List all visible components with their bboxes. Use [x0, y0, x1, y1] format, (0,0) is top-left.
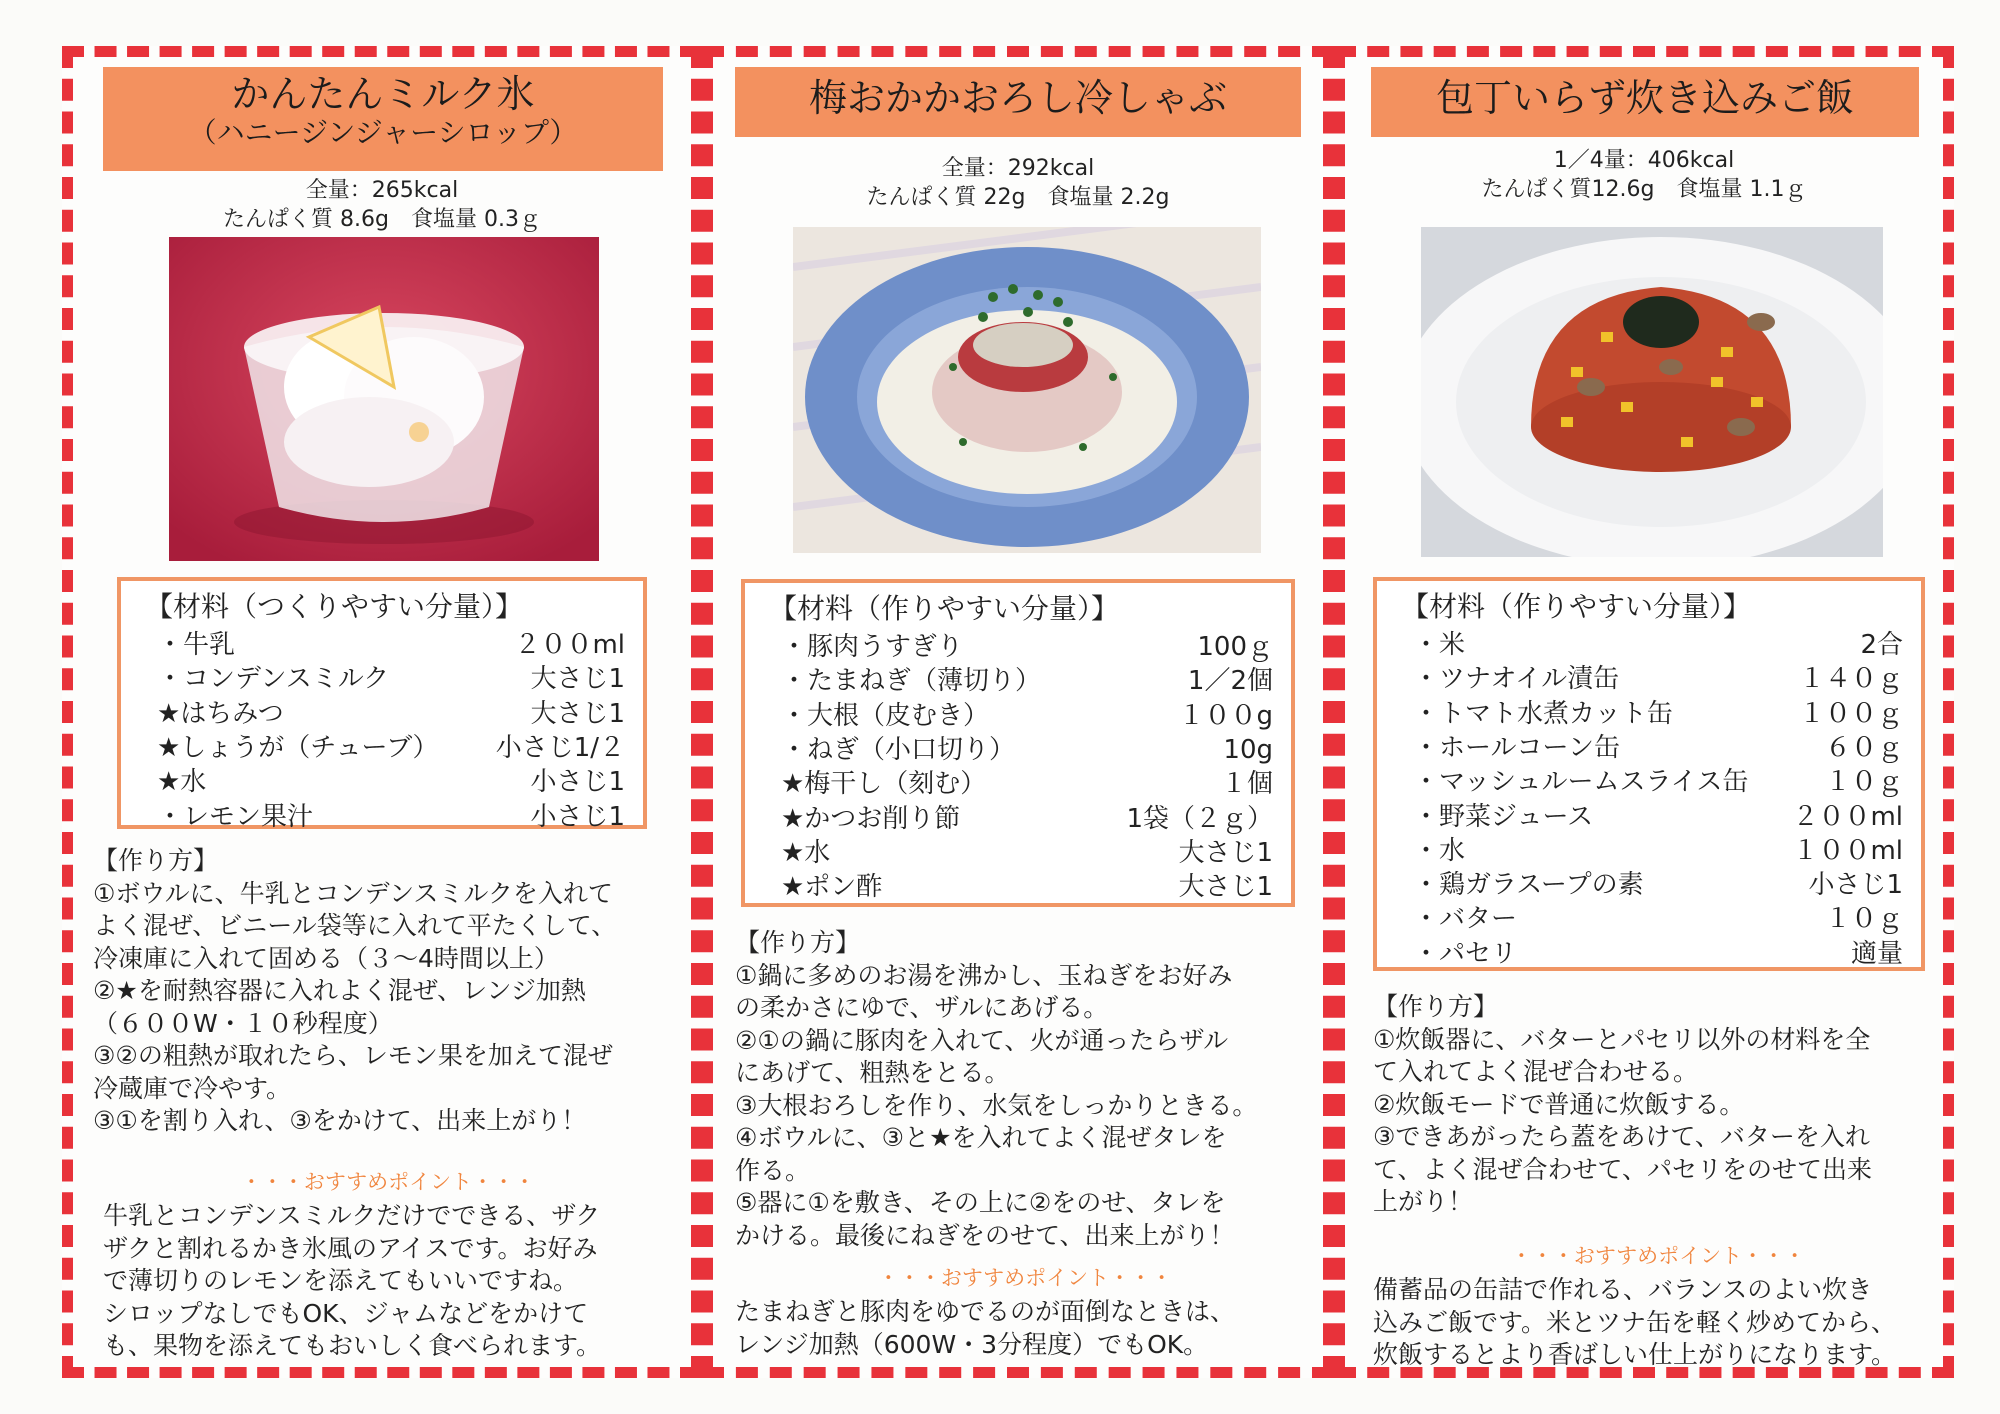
- ingredients-box: [741, 579, 1295, 907]
- ingredient-name: ・レモン果汁: [157, 801, 314, 832]
- ingredient-amount: 1袋（２ｇ）: [1126, 803, 1273, 834]
- point-line: で薄切りのレモンを添えてもいいですね。: [103, 1266, 579, 1296]
- ingredient-row: [145, 697, 625, 731]
- ingredient-row: [145, 765, 625, 799]
- ingredients-heading: 【材料（つくりやすい分量）】: [145, 590, 524, 623]
- point-heading: ・・・おすすめポイント・・・: [877, 1266, 1173, 1290]
- nutrition-line: 全量：265kcal: [305, 178, 459, 203]
- ingredient-name: ・バター: [1413, 904, 1518, 935]
- nutrition-info: [73, 177, 691, 234]
- nutrition-info: [1345, 147, 1943, 204]
- steps-heading: 【作り方】: [93, 846, 219, 875]
- step-line: 冷蔵庫で冷やす。: [93, 1073, 292, 1103]
- instructions: [1373, 991, 1943, 1219]
- recipe-title: [1371, 67, 1919, 137]
- step-line: ②①の鍋に豚肉を入れて、火が通ったらザル: [735, 1025, 1229, 1055]
- recipe-card-milk-ice: [62, 46, 702, 1378]
- ingredient-row: [145, 800, 625, 834]
- ingredient-row: [1401, 765, 1903, 799]
- ingredient-row: [145, 628, 625, 662]
- recipe-card-pork-shabu: [702, 46, 1334, 1378]
- ingredient-name: ・豚肉うすぎり: [781, 631, 964, 662]
- recipe-title-text: かんたんミルク氷: [231, 72, 535, 116]
- ingredient-amount: ２００ml: [1792, 801, 1903, 832]
- step-line: て、よく混ぜ合わせて、パセリをのせて出来: [1373, 1154, 1873, 1184]
- ingredient-row: [769, 733, 1273, 767]
- ingredient-row: [769, 836, 1273, 870]
- ingredient-name: ・たまねぎ（薄切り）: [781, 666, 1042, 697]
- steps-list: [735, 960, 1325, 1253]
- ingredient-row: [1401, 662, 1903, 696]
- ingredient-name: ★ポン酢: [781, 872, 883, 903]
- ingredient-name: ・トマト水煮カット缶: [1413, 698, 1673, 729]
- step-line: よく混ぜ、ビニール袋等に入れて平たくして、: [93, 911, 617, 940]
- food-photo: [1421, 227, 1883, 557]
- ingredient-name: ・コンデンスミルク: [157, 664, 390, 695]
- point-heading: ・・・おすすめポイント・・・: [240, 1170, 536, 1194]
- ingredient-row: [1401, 902, 1903, 936]
- step-line: ③②の粗熱が取れたら、レモン果を加えて混ぜ: [93, 1041, 613, 1070]
- ingredient-amount: 大さじ1: [1178, 872, 1273, 903]
- step-line: にあげて、粗熱をとる。: [735, 1058, 1010, 1087]
- ingredient-amount: １００g: [1178, 700, 1273, 731]
- step-line: かける。最後にねぎをのせて、出来上がり！: [735, 1220, 1235, 1250]
- nutrition-line: 全量：292kcal: [941, 156, 1095, 181]
- step-line: 作る。: [735, 1155, 811, 1185]
- ingredient-amount: 適量: [1850, 938, 1903, 969]
- ingredients-list: [769, 630, 1273, 905]
- step-line: ②★を耐熱容器に入れよく混ぜ、レンジ加熱: [93, 976, 586, 1005]
- instructions: [735, 927, 1325, 1252]
- ingredients-list: [1401, 628, 1903, 971]
- step-line: て入れてよく混ぜ合わせる。: [1373, 1057, 1699, 1086]
- point-heading: ・・・おすすめポイント・・・: [1510, 1244, 1806, 1268]
- ingredient-row: [769, 767, 1273, 801]
- ingredient-amount: ６０ｇ: [1824, 732, 1903, 763]
- ingredient-row: [1401, 697, 1903, 731]
- ingredients-list: [145, 628, 625, 834]
- ingredient-name: ・水: [1413, 835, 1466, 866]
- ingredient-name: ・牛乳: [157, 629, 236, 660]
- step-line: の柔かさにゆで、ザルにあげる。: [735, 993, 1109, 1022]
- step-line: ⑤器に①を敷き、その上に②をのせ、タレを: [735, 1188, 1226, 1217]
- ingredient-amount: １０ｇ: [1824, 904, 1903, 935]
- recipe-subtitle: （ハニージンジャーシロップ）: [188, 115, 578, 149]
- recipe-title-text: 包丁いらず炊き込みご飯: [1435, 76, 1854, 120]
- ingredient-name: ・大根（皮むき）: [781, 700, 990, 731]
- point-line: シロップなしでもOK、ジャムなどをかけて: [103, 1298, 589, 1328]
- ingredient-amount: 100ｇ: [1197, 631, 1273, 662]
- ingredient-amount: ２００ml: [514, 629, 625, 660]
- ingredient-name: ★はちみつ: [157, 698, 284, 729]
- ingredient-name: ・ツナオイル漬缶: [1413, 664, 1620, 695]
- step-line: 上がり！: [1373, 1187, 1474, 1216]
- ingredient-amount: 小さじ1/２: [495, 732, 625, 763]
- nutrition-line: たんぱく質 22g 食塩量 2.2g: [866, 184, 1170, 210]
- recommend-point: [735, 1265, 1315, 1361]
- steps-heading: 【作り方】: [735, 928, 861, 957]
- ingredient-row: [145, 662, 625, 696]
- ingredient-name: ★水: [781, 837, 831, 868]
- rice-photo: [1421, 227, 1883, 557]
- ingredient-name: ★水: [157, 767, 207, 798]
- instructions: [93, 845, 683, 1138]
- step-line: ①ボウルに、牛乳とコンデンスミルクを入れて: [93, 878, 613, 908]
- ingredient-name: ・米: [1413, 629, 1466, 660]
- step-line: ②炊飯モードで普通に炊飯する。: [1373, 1089, 1745, 1119]
- ingredient-name: ・マッシュルームスライス缶: [1413, 767, 1749, 798]
- ingredient-amount: 10g: [1223, 734, 1273, 765]
- ingredient-amount: 小さじ1: [530, 767, 625, 798]
- nutrition-line: 1／4量：406kcal: [1553, 148, 1735, 173]
- point-line: 炊飯するとより香ばしい仕上がりになります。: [1373, 1340, 1897, 1370]
- ingredient-row: [769, 870, 1273, 904]
- milk-ice-photo: [169, 237, 599, 561]
- nutrition-info: [713, 155, 1323, 212]
- ingredient-amount: 大さじ1: [1178, 837, 1273, 868]
- recommend-point: [1373, 1243, 1943, 1372]
- ingredient-amount: 2合: [1860, 629, 1903, 660]
- ingredient-amount: 小さじ1: [530, 801, 625, 832]
- ingredient-name: ・ホールコーン缶: [1413, 732, 1620, 763]
- recipe-title: [735, 67, 1301, 137]
- steps-heading: 【作り方】: [1373, 992, 1499, 1021]
- ingredient-row: [1401, 800, 1903, 834]
- ingredient-row: [1401, 628, 1903, 662]
- ingredient-amount: 大さじ1: [530, 698, 625, 729]
- steps-list: [1373, 1024, 1943, 1219]
- point-line: も、果物を添えてもおいしく食べられます。: [103, 1331, 602, 1361]
- step-line: ①鍋に多めのお湯を沸かし、玉ねぎをお好み: [735, 960, 1233, 990]
- ingredient-name: ・野菜ジュース: [1413, 801, 1594, 832]
- ingredient-amount: 小さじ1: [1808, 870, 1903, 901]
- ingredient-amount: １００ml: [1792, 835, 1903, 866]
- ingredient-row: [769, 664, 1273, 698]
- ingredient-name: ・パセリ: [1413, 938, 1518, 969]
- point-text: [103, 1200, 673, 1363]
- ingredient-name: ・ねぎ（小口切り）: [781, 734, 1016, 765]
- step-line: ①炊飯器に、バターとパセリ以外の材料を全: [1373, 1024, 1871, 1054]
- ingredient-amount: 大さじ1: [530, 664, 625, 695]
- ingredient-row: [1401, 834, 1903, 868]
- recipe-card-rice: [1334, 46, 1954, 1378]
- ingredient-row: [1401, 937, 1903, 971]
- food-photo: [169, 237, 599, 561]
- ingredient-row: [145, 731, 625, 765]
- point-line: たまねぎと豚肉をゆでるのが面倒なときは、: [735, 1297, 1236, 1327]
- step-line: ③できあがったら蓋をあけて、バターを入れ: [1373, 1122, 1870, 1151]
- ingredient-row: [769, 630, 1273, 664]
- ingredient-amount: １個: [1220, 769, 1273, 800]
- step-line: 冷凍庫に入れて固める（３～4時間以上）: [93, 943, 559, 973]
- point-text: [1373, 1274, 1943, 1372]
- ingredient-amount: １０ｇ: [1824, 767, 1903, 798]
- food-photo: [793, 227, 1261, 553]
- point-text: [735, 1296, 1315, 1361]
- pork-shabu-photo: [793, 227, 1261, 553]
- point-line: ザクと割れるかき氷風のアイスです。お好み: [103, 1233, 598, 1263]
- step-line: ③大根おろしを作り、水気をしっかりときる。: [735, 1090, 1258, 1120]
- ingredient-row: [769, 699, 1273, 733]
- ingredient-row: [1401, 731, 1903, 765]
- ingredients-heading: 【材料（作りやすい分量）】: [1401, 590, 1752, 623]
- point-line: 備蓄品の缶詰で作れる、バランスのよい炊き: [1373, 1275, 1873, 1305]
- steps-list: [93, 878, 683, 1138]
- step-line: ③①を割り入れ、③をかけて、出来上がり！: [93, 1106, 587, 1135]
- step-line: ④ボウルに、③と★を入れてよく混ぜタレを: [735, 1123, 1227, 1152]
- ingredient-name: ★かつお削り節: [781, 803, 961, 834]
- point-line: 牛乳とコンデンスミルクだけでできる、ザク: [103, 1201, 601, 1231]
- recipe-title: [103, 67, 663, 171]
- ingredient-row: [1401, 868, 1903, 902]
- ingredient-name: ・鶏ガラスープの素: [1413, 870, 1644, 901]
- ingredient-row: [769, 802, 1273, 836]
- ingredients-box: [1373, 577, 1925, 971]
- ingredient-name: ★梅干し（刻む）: [781, 769, 987, 800]
- point-line: レンジ加熱（600W・3分程度）でもOK。: [735, 1329, 1209, 1359]
- ingredients-heading: 【材料（作りやすい分量）】: [769, 592, 1120, 625]
- ingredient-amount: １４０ｇ: [1798, 664, 1903, 695]
- ingredient-amount: 1／2個: [1187, 666, 1273, 697]
- nutrition-line: たんぱく質 8.6g 食塩量 0.3ｇ: [223, 206, 541, 232]
- ingredients-box: [117, 577, 647, 832]
- step-line: （６００W・１０秒程度）: [93, 1008, 393, 1038]
- ingredient-amount: １００ｇ: [1798, 698, 1903, 729]
- nutrition-line: たんぱく質12.6g 食塩量 1.1ｇ: [1481, 176, 1807, 202]
- ingredient-name: ★しょうが（チューブ）: [157, 732, 439, 763]
- recipe-title-text: 梅おかかおろし冷しゃぶ: [808, 76, 1227, 120]
- recommend-point: [103, 1169, 673, 1363]
- point-line: 込みご飯です。米とツナ缶を軽く炒めてから、: [1373, 1307, 1897, 1337]
